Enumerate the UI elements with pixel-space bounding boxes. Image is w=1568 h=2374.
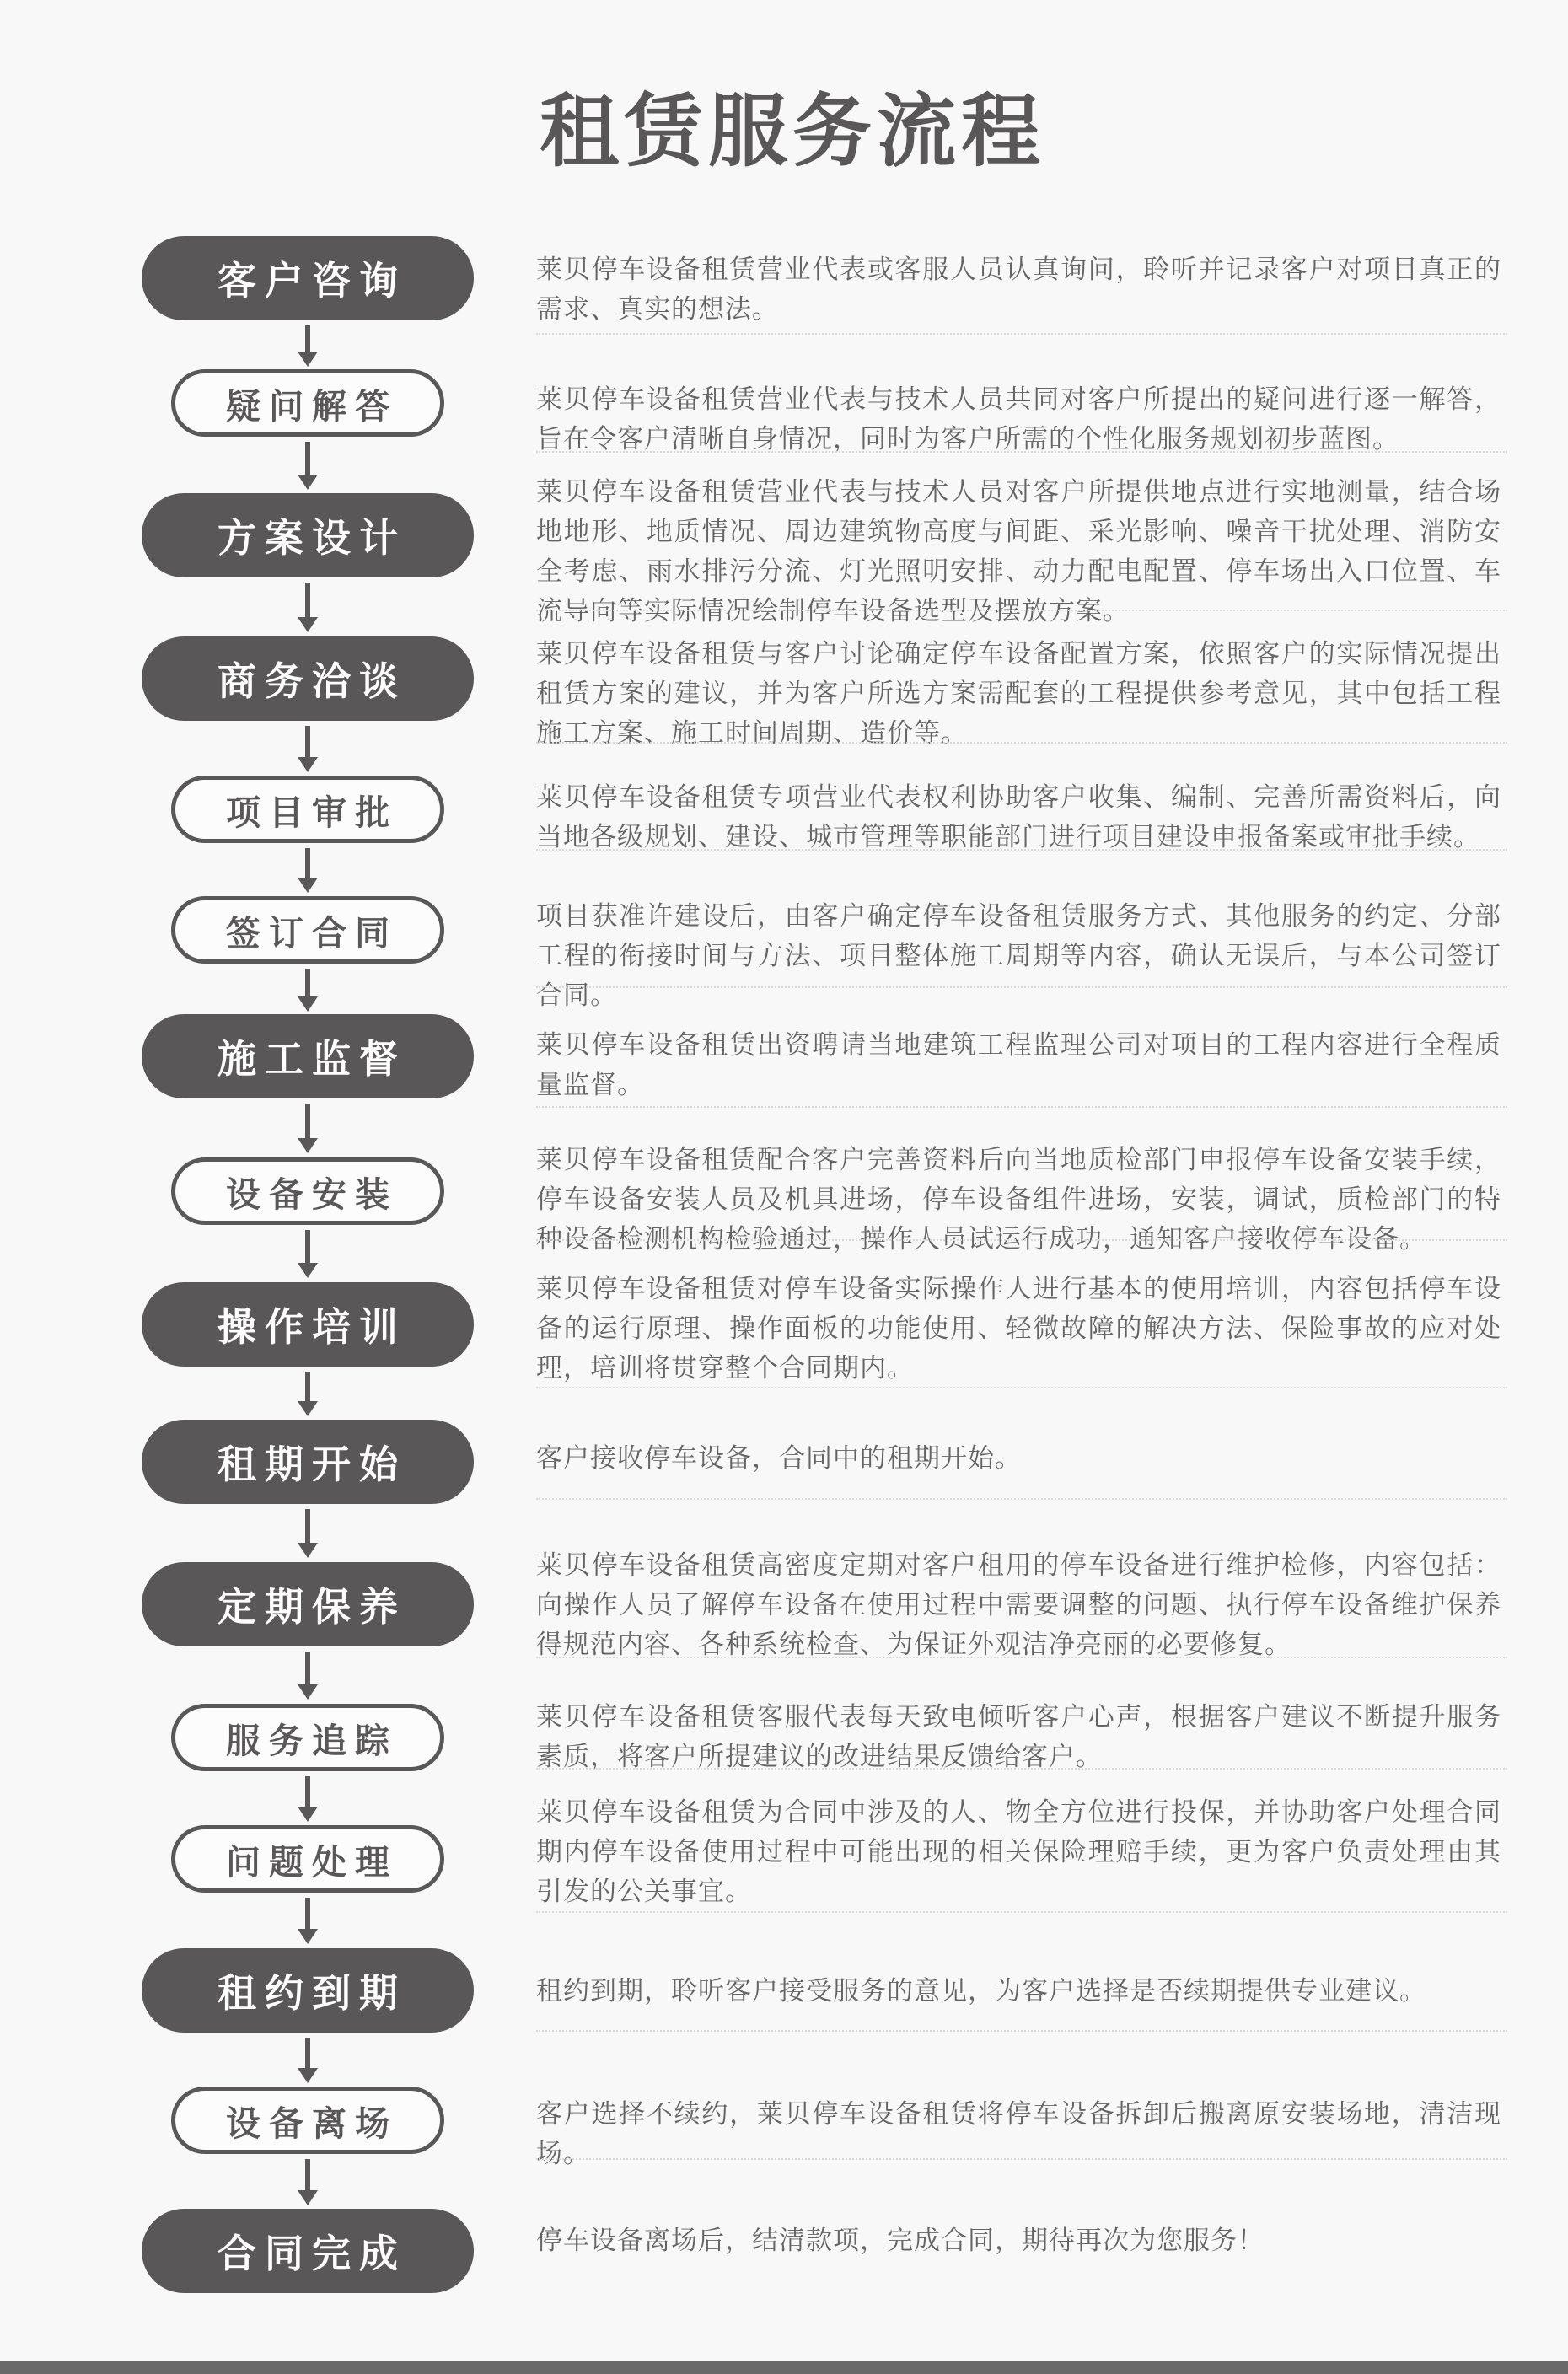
step-pill-question-answer xyxy=(171,369,444,437)
flow-arrow-icon xyxy=(305,1652,310,1685)
flow-arrow-icon xyxy=(305,1776,310,1807)
step-pill-equipment-removal xyxy=(171,2087,444,2154)
flow-arrow-icon xyxy=(305,1230,310,1264)
divider xyxy=(536,2158,1507,2160)
flow-arrow-icon xyxy=(305,969,310,997)
step-label: 施工监督 xyxy=(217,1037,406,1081)
step-label: 合同完成 xyxy=(217,2232,406,2275)
step-label: 设备离场 xyxy=(226,2103,398,2143)
divider xyxy=(536,1387,1507,1388)
flow-arrow-icon xyxy=(305,2038,310,2069)
step-label: 疑问解答 xyxy=(226,386,398,426)
flow-arrow-icon xyxy=(305,325,310,352)
divider xyxy=(536,986,1507,988)
flow-arrow-icon xyxy=(305,726,310,758)
step-label: 客户咨询 xyxy=(217,259,406,303)
step-label: 签订合同 xyxy=(226,913,398,953)
divider xyxy=(536,1768,1507,1770)
flow-arrow-icon xyxy=(305,442,310,475)
step-desc-problem-handling: 莱贝停车设备租赁为合同中涉及的人、物全方位进行投保，并协助客户处理合同期内停车设备使用过程中可能出现的相关保险理赔手续，更为客户负责处理由其引发的公关事宜。 xyxy=(536,1797,1501,1906)
divider xyxy=(536,1239,1507,1241)
divider xyxy=(536,1498,1507,1500)
step-pill-construction-supervision xyxy=(142,1014,474,1098)
divider xyxy=(536,1106,1507,1108)
step-pill-problem-handling xyxy=(171,1825,444,1893)
step-pill-plan-design xyxy=(142,493,474,577)
flow-arrow-icon xyxy=(305,2159,310,2191)
step-label: 项目审批 xyxy=(226,792,398,832)
flow-arrow-icon xyxy=(305,848,310,878)
step-label: 商务洽谈 xyxy=(217,659,406,703)
step-label: 租期开始 xyxy=(217,1442,406,1486)
step-label: 设备安装 xyxy=(226,1174,398,1214)
step-desc-customer-consult: 莱贝停车设备租赁营业代表或客服人员认真询问，聆听并记录客户对项目真正的需求、真实的想法。 xyxy=(536,255,1501,324)
step-desc-regular-maintenance: 莱贝停车设备租赁高密度定期对客户租用的停车设备进行维护检修，内容包括：向操作人员了解停车设备在使用过程中需要调整的问题、执行停车设备维护保养得规范内容、各种系统检查、为保证外观洁净亮丽的必要修复。 xyxy=(536,1550,1501,1659)
step-pill-contract-complete xyxy=(142,2209,474,2293)
step-pill-equipment-install xyxy=(171,1157,444,1225)
flow-arrow-icon xyxy=(305,1104,310,1139)
divider xyxy=(536,610,1507,611)
divider xyxy=(536,742,1507,744)
step-pill-business-negotiation xyxy=(142,636,474,721)
step-desc-project-approval: 莱贝停车设备租赁专项营业代表权利协助客户收集、编制、完善所需资料后，向当地各级规划、建设、城市管理等职能部门进行项目建设申报备案或审批手续。 xyxy=(536,782,1501,851)
divider xyxy=(536,451,1507,453)
step-desc-contract-complete: 停车设备离场后，结清款项，完成合同，期待再次为您服务！ xyxy=(536,2226,1265,2255)
page-title: 租赁服务流程 xyxy=(540,87,1046,175)
divider xyxy=(536,849,1507,851)
step-label: 操作培训 xyxy=(217,1305,406,1349)
step-label: 定期保养 xyxy=(217,1585,406,1629)
step-desc-operation-training: 莱贝停车设备租赁对停车设备实际操作人进行基本的使用培训，内容包括停车设备的运行原理、操作面板的功能使用、轻微故障的解决方法、保险事故的应对处理，培训将贯穿整个合同期内。 xyxy=(536,1274,1501,1383)
step-desc-lease-expiry: 租约到期，聆听客户接受服务的意见，为客户选择是否续期提供专业建议。 xyxy=(536,1976,1426,2006)
step-desc-service-tracking: 莱贝停车设备租赁客服代表每天致电倾听客户心声，根据客户建议不断提升服务素质，将客户所提建议的改进结果反馈给客户。 xyxy=(536,1702,1501,1771)
step-pill-customer-consult xyxy=(142,236,474,320)
step-desc-construction-supervision: 莱贝停车设备租赁出资聘请当地建筑工程监理公司对项目的工程内容进行全程质量监督。 xyxy=(536,1030,1501,1099)
step-desc-equipment-removal: 客户选择不续约，莱贝停车设备租赁将停车设备拆卸后搬离原安装场地，清洁现场。 xyxy=(536,2099,1501,2168)
step-desc-sign-contract: 项目获准许建设后，由客户确定停车设备租赁服务方式、其他服务的约定、分部工程的衔接时间与方法、项目整体施工周期等内容，确认无误后，与本公司签订合同。 xyxy=(536,901,1501,1010)
step-label: 租约到期 xyxy=(217,1971,406,2015)
divider xyxy=(536,2030,1507,2032)
step-pill-sign-contract xyxy=(171,896,444,964)
flow-arrow-icon xyxy=(305,1509,310,1544)
divider xyxy=(536,1657,1507,1658)
step-desc-question-answer: 莱贝停车设备租赁营业代表与技术人员共同对客户所提出的疑问进行逐一解答，旨在令客户清晰自身情况，同时为客户所需的个性化服务规划初步蓝图。 xyxy=(536,384,1501,454)
footer-bar xyxy=(0,2361,1568,2374)
step-label: 方案设计 xyxy=(217,516,406,560)
step-label: 问题处理 xyxy=(226,1842,398,1882)
divider xyxy=(536,1911,1507,1913)
step-pill-service-tracking xyxy=(171,1704,444,1771)
step-desc-lease-start: 客户接收停车设备，合同中的租期开始。 xyxy=(536,1443,1022,1473)
flow-arrow-icon xyxy=(305,583,310,618)
step-pill-regular-maintenance xyxy=(142,1562,474,1646)
divider xyxy=(536,333,1507,335)
step-pill-lease-start xyxy=(142,1420,474,1504)
step-pill-lease-expiry xyxy=(142,1948,474,2033)
step-desc-business-negotiation: 莱贝停车设备租赁与客户讨论确定停车设备配置方案，依照客户的实际情况提出租赁方案的建议，并为客户所选方案需配套的工程提供参考意见，其中包括工程施工方案、施工时间周期、造价等。 xyxy=(536,639,1501,748)
step-desc-plan-design: 莱贝停车设备租赁营业代表与技术人员对客户所提供地点进行实地测量，结合场地地形、地质情况、周边建筑物高度与间距、采光影响、噪音干扰处理、消防安全考虑、雨水排污分流、灯光照明安排、动力配电配置、停车场出入口位置、车流导向等实际情况绘制停车设备选型及摆放方案。 xyxy=(536,477,1501,626)
flow-arrow-icon xyxy=(305,1898,310,1930)
step-pill-project-approval xyxy=(171,776,444,843)
flow-arrow-icon xyxy=(305,1372,310,1402)
step-desc-equipment-install: 莱贝停车设备租赁配合客户完善资料后向当地质检部门申报停车设备安装手续，停车设备安装人员及机具进场，停车设备组件进场，安装，调试，质检部门的特种设备检测机构检验通过，操作人员试运行成功，通知客户接收停车设备。 xyxy=(536,1145,1501,1254)
step-pill-operation-training xyxy=(142,1282,474,1367)
step-label: 服务追踪 xyxy=(226,1721,398,1760)
